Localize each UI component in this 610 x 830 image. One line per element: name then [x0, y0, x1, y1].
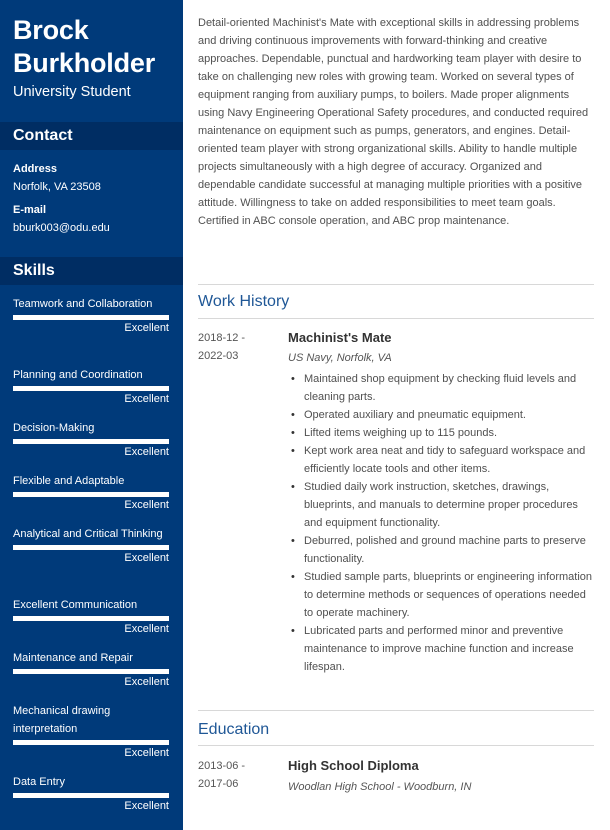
skill-name: Maintenance and Repair: [13, 652, 133, 664]
skill-name: Decision-Making: [13, 422, 95, 434]
skill-level: Excellent: [124, 552, 169, 564]
list-item: • Kept work area neat and tidy to safeguard workspace and efficiently locate tools and other items.: [288, 442, 594, 478]
education-school: Woodlan High School - Woodburn, IN: [288, 781, 472, 793]
skill-level-bar: [13, 386, 169, 391]
address-value: Norfolk, VA 23508: [13, 181, 101, 193]
skill-item: [13, 649, 169, 689]
skill-level: Excellent: [124, 623, 169, 635]
education-end-date: 2017-06: [198, 778, 239, 790]
job-employer: US Navy, Norfolk, VA: [288, 352, 392, 364]
email-label: E-mail: [13, 204, 47, 216]
list-item: • Lifted items weighing up to 115 pounds.: [288, 424, 594, 442]
skill-item: [13, 366, 169, 406]
skill-level-bar: [13, 492, 169, 497]
skills-heading: Skills: [0, 257, 183, 285]
skill-item: [13, 472, 169, 512]
candidate-subtitle: University Student: [13, 84, 131, 100]
skill-level: Excellent: [124, 322, 169, 334]
job-title: Machinist's Mate: [288, 330, 392, 345]
skill-name: Planning and Coordination: [13, 369, 143, 381]
skill-item: [13, 773, 169, 813]
work-history-heading: Work History: [198, 293, 290, 310]
list-item: • Deburred, polished and ground machine parts to preserve functionality.: [288, 532, 594, 568]
skill-level-bar: [13, 315, 169, 320]
skill-name: Excellent Communication: [13, 599, 138, 611]
education-degree: High School Diploma: [288, 758, 419, 773]
skill-level: Excellent: [124, 499, 169, 511]
skill-level-bar: [13, 740, 169, 745]
list-item: • Studied sample parts, blueprints or engineering information to determine methods or sequences of operations needed to operate machinery.: [288, 568, 594, 622]
job-dates: [198, 329, 245, 365]
skill-level: Excellent: [124, 393, 169, 405]
list-item: • Lubricated parts and performed minor and preventive maintenance to improve machine function and increase lifespan.: [288, 622, 594, 676]
contact-heading: Contact: [0, 122, 183, 150]
section-divider: [198, 318, 594, 319]
skill-level: Excellent: [124, 446, 169, 458]
skill-level-bar: [13, 669, 169, 674]
skill-level-bar: [13, 439, 169, 444]
skill-name: Data Entry: [13, 776, 65, 788]
section-divider: [198, 284, 594, 285]
address-label: Address: [13, 163, 58, 175]
education-start-date: 2013-06 -: [198, 760, 246, 772]
skill-name: Teamwork and Collaboration: [13, 298, 153, 310]
job-start-date: 2018-12 -: [198, 332, 246, 344]
skill-item: [13, 419, 169, 459]
skill-level: Excellent: [124, 676, 169, 688]
skill-name: Analytical and Critical Thinking: [13, 528, 163, 540]
skill-level-bar: [13, 545, 169, 550]
email-value[interactable]: bburk003@odu.edu: [13, 222, 110, 234]
skill-level-bar: [13, 793, 169, 798]
skill-level: Excellent: [124, 800, 169, 812]
skill-name: Flexible and Adaptable: [13, 475, 125, 487]
list-item: • Operated auxiliary and pneumatic equipment.: [288, 406, 594, 424]
job-end-date: 2022-03: [198, 350, 239, 362]
skill-name: Mechanical drawing interpretation: [13, 705, 111, 735]
sidebar: [0, 0, 183, 830]
section-divider: [198, 710, 594, 711]
list-item: • Studied daily work instruction, sketches, drawings, blueprints, and manuals to determine proper procedures and equipment functionality.: [288, 478, 594, 532]
skill-level-bar: [13, 616, 169, 621]
education-dates: [198, 757, 245, 793]
professional-summary: Detail-oriented Machinist's Mate with exceptional skills in addressing problems and driving continuous improvements with forward-thinking and creative approaches. Dependable, punctual and hardworking team player with desire to take on challenging new roles with growing team. Worked on several types of equipment ranging from auxiliary pumps, to boilers. Made proper alignments using Navy Engineering Operational Safety procedures, and conducted required maintenance on equipment such as pumps, generators, and engines. Detail-oriented team player with strong organizational skills. Ability to handle multiple projects simultaneously with a high degree of accuracy. Organized and dependable candidate successful at managing multiple priorities with a positive attitude. Willingness to take on added responsibilities to meet team goals. Certified in ABC console operation, and ABC prop maintenance.: [198, 17, 589, 227]
skill-item: [13, 525, 169, 565]
list-item: • Maintained shop equipment by checking fluid levels and cleaning parts.: [288, 370, 594, 406]
job-duties-list: [288, 370, 594, 676]
skill-item: [13, 702, 169, 760]
skill-level: Excellent: [124, 747, 169, 759]
skill-item: [13, 596, 169, 636]
education-heading: Education: [198, 721, 270, 738]
candidate-name: Brock Burkholder: [13, 15, 156, 78]
skill-item: [13, 295, 169, 335]
section-divider: [198, 745, 594, 746]
